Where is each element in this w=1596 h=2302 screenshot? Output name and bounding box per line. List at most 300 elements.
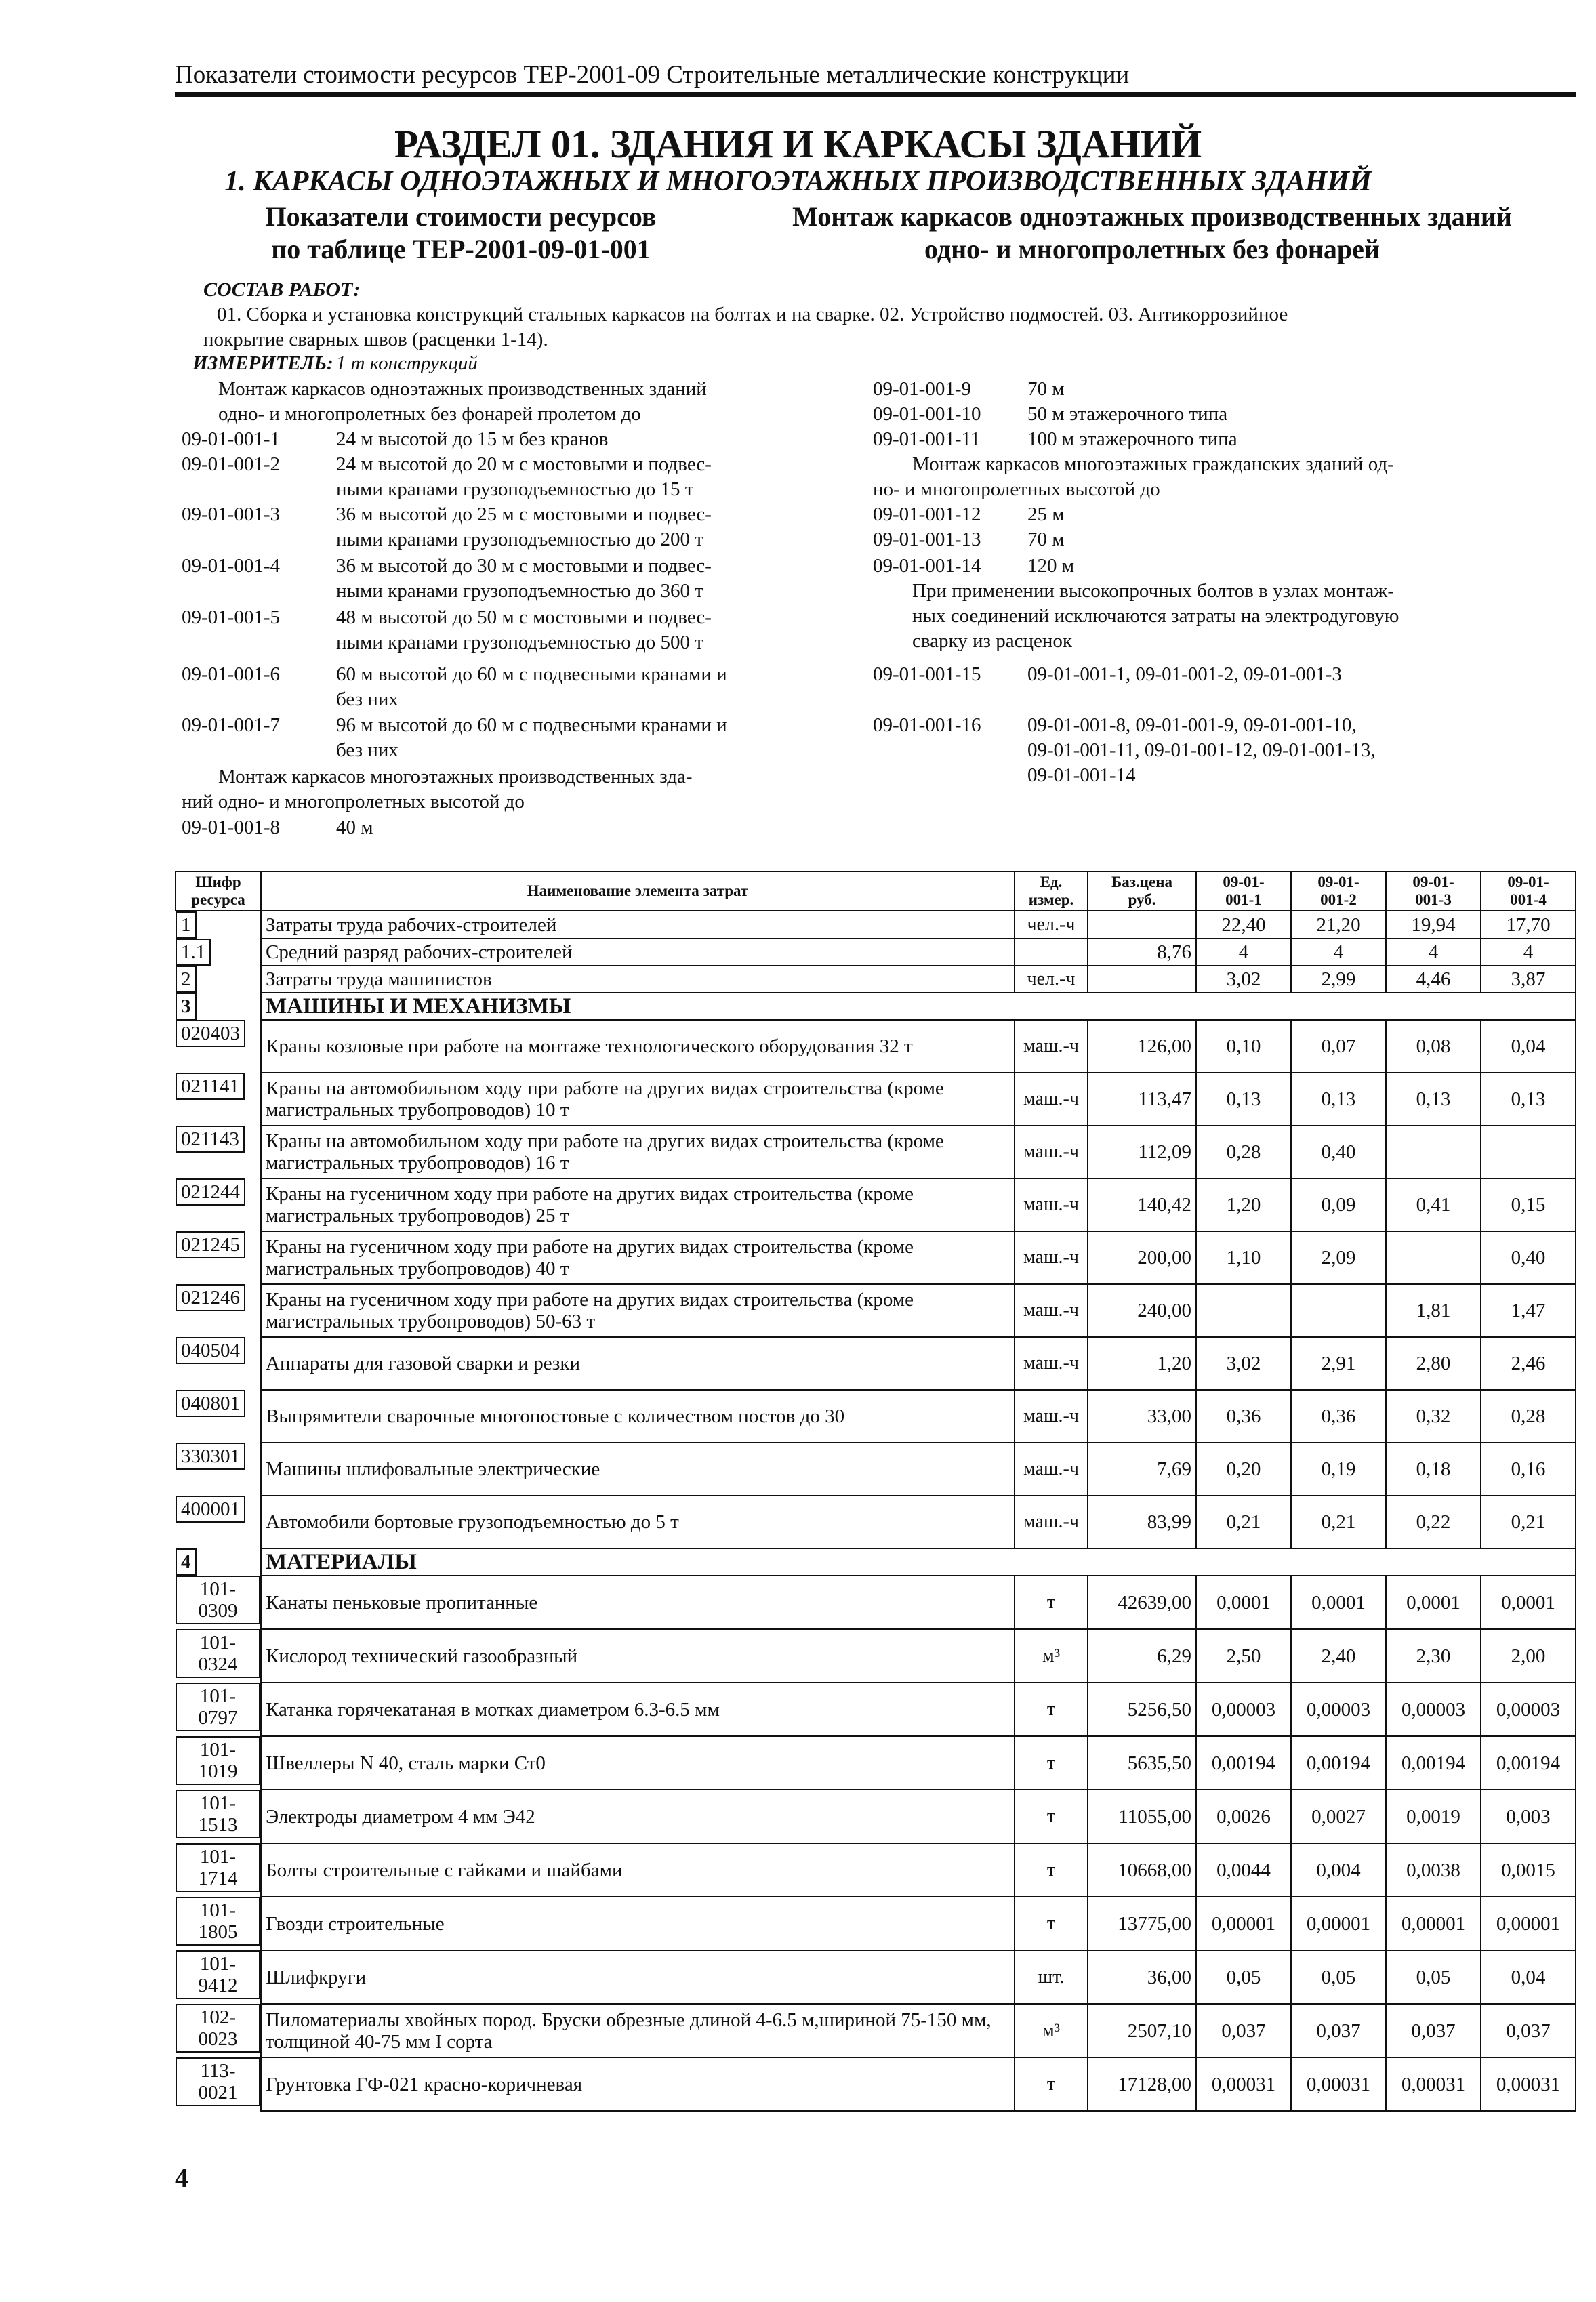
item-text: 48 м высотой до 50 м с мостовыми и подвес- <box>336 607 712 628</box>
cell-value: 0,41 <box>1386 1178 1481 1231</box>
cell-value: 0,07 <box>1291 1020 1386 1073</box>
table-row <box>176 1231 1576 1284</box>
cell-code: 021141 <box>176 1073 245 1100</box>
item-text: 09-01-001-1, 09-01-001-2, 09-01-001-3 <box>1027 663 1342 685</box>
meter-label: ИЗМЕРИТЕЛЬ: <box>192 352 333 374</box>
cell-value: 1,20 <box>1196 1178 1291 1231</box>
cell-value <box>1291 1284 1386 1337</box>
left-item-1 <box>182 427 608 452</box>
header-col-1: 09-01- 001-1 <box>1196 871 1291 911</box>
cell-value: 0,00194 <box>1481 1736 1576 1790</box>
cell-value: 1,10 <box>1196 1231 1291 1284</box>
cell-code: 101-1513 <box>176 1790 260 1838</box>
right-group-line-2: но- и многопролетных высотой до <box>873 478 1160 500</box>
cell-value: 0,40 <box>1481 1231 1576 1284</box>
table-row <box>176 1390 1576 1443</box>
cell-price <box>1088 911 1196 939</box>
cell-name: Краны на гусеничном ходу при работе на других видах строительства (кроме магистральных трубопроводов) 50-63 т <box>261 1284 1015 1337</box>
cell-price: 6,29 <box>1088 1629 1196 1683</box>
cell-price: 140,42 <box>1088 1178 1196 1231</box>
cell-price: 113,47 <box>1088 1073 1196 1126</box>
item-code: 09-01-001-8 <box>182 817 280 838</box>
right-item-11 <box>873 427 1237 452</box>
cell-unit: т <box>1015 1897 1088 1950</box>
item-code: 09-01-001-7 <box>182 714 280 736</box>
cell-unit: маш.-ч <box>1015 1284 1088 1337</box>
cell-unit: т <box>1015 2057 1088 2111</box>
cell-value <box>1196 1284 1291 1337</box>
table-body <box>176 911 1576 2111</box>
cell-value: 0,28 <box>1481 1390 1576 1443</box>
cell-value: 0,00003 <box>1291 1683 1386 1736</box>
cell-name: Затраты труда рабочих-строителей <box>261 911 1015 939</box>
indicators-title <box>203 201 718 266</box>
cell-value: 0,0026 <box>1196 1790 1291 1843</box>
left-group1-line-2: одно- и многопролетных без фонарей пролетом до <box>218 403 641 425</box>
cell-value: 0,04 <box>1481 1020 1576 1073</box>
cell-unit: маш.-ч <box>1015 1390 1088 1443</box>
cell-price: 33,00 <box>1088 1390 1196 1443</box>
header-unit: Ед. измер. <box>1015 871 1088 911</box>
cell-value: 0,32 <box>1386 1390 1481 1443</box>
right-note-line-1: При применении высокопрочных болтов в узлах монтаж- <box>912 580 1394 602</box>
cell-value: 0,28 <box>1196 1126 1291 1178</box>
cell-name: Выпрямители сварочные многопостовые с количеством постов до 30 <box>261 1390 1015 1443</box>
cell-code: 330301 <box>176 1443 245 1470</box>
cell-unit: шт. <box>1015 1950 1088 2004</box>
cell-name: Краны на автомобильном ходу при работе на других видах строительства (кроме магистральных трубопроводов) 10 т <box>261 1073 1015 1126</box>
cell-value: 1,47 <box>1481 1284 1576 1337</box>
table-row <box>176 1950 1576 2004</box>
cell-unit: м³ <box>1015 2004 1088 2057</box>
cell-value: 0,36 <box>1291 1390 1386 1443</box>
cell-section-name: МАТЕРИАЛЫ <box>261 1548 1576 1576</box>
table-section-row <box>176 993 1576 1020</box>
item-text: 100 м этажерочного типа <box>1027 428 1237 450</box>
item-code: 09-01-001-15 <box>873 663 981 685</box>
cell-price: 5256,50 <box>1088 1683 1196 1736</box>
cell-unit: маш.-ч <box>1015 1443 1088 1496</box>
cell-name: Средний разряд рабочих-строителей <box>261 939 1015 966</box>
cell-value: 0,00031 <box>1196 2057 1291 2111</box>
cell-value: 19,94 <box>1386 911 1481 939</box>
table-row <box>176 1629 1576 1683</box>
item-text: 50 м этажерочного типа <box>1027 403 1228 425</box>
item-code: 09-01-001-5 <box>182 607 280 628</box>
cell-value: 0,00031 <box>1481 2057 1576 2111</box>
cell-value <box>1481 1126 1576 1178</box>
cell-unit: м³ <box>1015 1629 1088 1683</box>
cell-name: Болты строительные с гайками и шайбами <box>261 1843 1015 1897</box>
right-item-15 <box>873 662 1342 687</box>
item-code: 09-01-001-12 <box>873 503 981 525</box>
table-row <box>176 911 1576 939</box>
cell-value: 3,02 <box>1196 966 1291 993</box>
cell-code: 1 <box>176 911 197 939</box>
item-code: 09-01-001-6 <box>182 663 280 685</box>
composition-text-1: 01. Сборка и установка конструкций стальных каркасов на болтах и на сварке. 02. Устройство подмостей. 03. Антикоррозийное <box>217 304 1288 325</box>
cell-unit: маш.-ч <box>1015 1337 1088 1390</box>
cell-unit: маш.-ч <box>1015 1496 1088 1548</box>
right-group-line-1: Монтаж каркасов многоэтажных гражданских зданий од- <box>912 453 1394 475</box>
cell-value: 2,91 <box>1291 1337 1386 1390</box>
cell-value: 0,40 <box>1291 1126 1386 1178</box>
cell-code: 101-1019 <box>176 1736 260 1785</box>
table-row <box>176 966 1576 993</box>
cell-value: 0,0001 <box>1196 1576 1291 1629</box>
item-code: 09-01-001-1 <box>182 428 280 450</box>
cell-value: 0,10 <box>1196 1020 1291 1073</box>
cell-name: Электроды диаметром 4 мм Э42 <box>261 1790 1015 1843</box>
right-item-16-cont-1: 09-01-001-11, 09-01-001-12, 09-01-001-13, <box>1027 739 1376 761</box>
cell-name: Автомобили бортовые грузоподъемностью до 5 т <box>261 1496 1015 1548</box>
composition-label: СОСТАВ РАБОТ: <box>203 279 361 301</box>
cell-value: 0,13 <box>1196 1073 1291 1126</box>
right-item-16-cont-2: 09-01-001-14 <box>1027 764 1136 786</box>
cell-code: 101-0309 <box>176 1576 260 1624</box>
cell-section-name: МАШИНЫ И МЕХАНИЗМЫ <box>261 993 1576 1020</box>
cell-price: 112,09 <box>1088 1126 1196 1178</box>
left-item-2-cont: ными кранами грузоподъемностью до 15 т <box>336 478 694 500</box>
item-code: 09-01-001-11 <box>873 428 981 450</box>
left-item-4 <box>182 554 712 579</box>
cell-value: 0,04 <box>1481 1950 1576 2004</box>
table-row <box>176 1284 1576 1337</box>
cell-code: 040801 <box>176 1390 245 1417</box>
cell-name: Гвозди строительные <box>261 1897 1015 1950</box>
cell-price: 11055,00 <box>1088 1790 1196 1843</box>
item-code: 09-01-001-10 <box>873 403 981 425</box>
table-row <box>176 1843 1576 1897</box>
section-title: РАЗДЕЛ 01. ЗДАНИЯ И КАРКАСЫ ЗДАНИЙ <box>394 122 1202 166</box>
cell-value: 0,00031 <box>1291 2057 1386 2111</box>
cell-value: 0,21 <box>1481 1496 1576 1548</box>
cell-value: 4 <box>1291 939 1386 966</box>
header-rule <box>175 92 1576 97</box>
cell-price: 200,00 <box>1088 1231 1196 1284</box>
right-item-13 <box>873 527 1065 552</box>
cell-value: 0,0001 <box>1481 1576 1576 1629</box>
item-text: 36 м высотой до 25 м с мостовыми и подвес- <box>336 503 712 525</box>
cell-unit: маш.-ч <box>1015 1073 1088 1126</box>
right-note-line-3: сварку из расценок <box>912 630 1072 652</box>
work-title <box>776 201 1528 266</box>
left-item-8 <box>182 815 373 840</box>
cell-value: 2,00 <box>1481 1629 1576 1683</box>
cell-value: 0,037 <box>1386 2004 1481 2057</box>
cell-value: 0,05 <box>1196 1950 1291 2004</box>
cell-name: Машины шлифовальные электрические <box>261 1443 1015 1496</box>
resources-table <box>175 871 1576 2112</box>
item-code: 09-01-001-2 <box>182 453 280 475</box>
cell-code: 021244 <box>176 1178 245 1206</box>
left-group2-line-2: ний одно- и многопролетных высотой до <box>182 791 525 813</box>
left-item-5-cont: ными кранами грузоподъемностью до 500 т <box>336 632 703 653</box>
cell-price: 7,69 <box>1088 1443 1196 1496</box>
left-item-7 <box>182 713 727 738</box>
header-col-2: 09-01- 001-2 <box>1291 871 1386 911</box>
cell-unit: т <box>1015 1736 1088 1790</box>
table-section-row <box>176 1548 1576 1576</box>
cell-value: 2,46 <box>1481 1337 1576 1390</box>
cell-name: Краны козловые при работе на монтаже технологического оборудования 32 т <box>261 1020 1015 1073</box>
cell-value: 0,13 <box>1481 1073 1576 1126</box>
cell-unit: маш.-ч <box>1015 1178 1088 1231</box>
cell-unit: чел.-ч <box>1015 911 1088 939</box>
cell-unit: маш.-ч <box>1015 1126 1088 1178</box>
cell-price: 36,00 <box>1088 1950 1196 2004</box>
cell-name: Катанка горячекатаная в мотках диаметром 6.3-6.5 мм <box>261 1683 1015 1736</box>
cell-value: 0,00001 <box>1386 1897 1481 1950</box>
item-code: 09-01-001-3 <box>182 503 280 525</box>
table-row <box>176 1736 1576 1790</box>
cell-value: 0,05 <box>1386 1950 1481 2004</box>
cell-code: 101-1714 <box>176 1843 260 1892</box>
cell-price: 17128,00 <box>1088 2057 1196 2111</box>
table-row <box>176 1790 1576 1843</box>
cell-code: 040504 <box>176 1337 245 1364</box>
cell-unit: т <box>1015 1576 1088 1629</box>
cell-value: 0,00003 <box>1196 1683 1291 1736</box>
item-text: 70 м <box>1027 378 1065 400</box>
cell-value: 4 <box>1481 939 1576 966</box>
cell-code: 102-0023 <box>176 2004 260 2053</box>
cell-value: 0,00194 <box>1196 1736 1291 1790</box>
cell-price: 10668,00 <box>1088 1843 1196 1897</box>
item-text: 60 м высотой до 60 м с подвесными кранами и <box>336 663 727 685</box>
cell-price: 83,99 <box>1088 1496 1196 1548</box>
item-code: 09-01-001-14 <box>873 555 981 577</box>
table-row <box>176 1337 1576 1390</box>
cell-unit: т <box>1015 1683 1088 1736</box>
cell-code: 101-0324 <box>176 1629 260 1678</box>
item-text: 24 м высотой до 15 м без кранов <box>336 428 609 450</box>
cell-code: 1.1 <box>176 939 211 966</box>
cell-name: Аппараты для газовой сварки и резки <box>261 1337 1015 1390</box>
page-number: 4 <box>175 2162 188 2193</box>
cell-value: 0,037 <box>1196 2004 1291 2057</box>
cell-value: 2,50 <box>1196 1629 1291 1683</box>
cell-name: Грунтовка ГФ-021 красно-коричневая <box>261 2057 1015 2111</box>
cell-value: 17,70 <box>1481 911 1576 939</box>
cell-value <box>1386 1126 1481 1178</box>
cell-unit: т <box>1015 1790 1088 1843</box>
item-text: 96 м высотой до 60 м с подвесными кранами и <box>336 714 727 736</box>
cell-value: 0,0001 <box>1291 1576 1386 1629</box>
cell-value: 0,00031 <box>1386 2057 1481 2111</box>
cell-value: 4,46 <box>1386 966 1481 993</box>
table-row <box>176 1576 1576 1629</box>
cell-value: 0,0001 <box>1386 1576 1481 1629</box>
cell-value: 0,0044 <box>1196 1843 1291 1897</box>
cell-value: 4 <box>1386 939 1481 966</box>
left-item-3-cont: ными кранами грузоподъемностью до 200 т <box>336 529 703 550</box>
cell-price: 240,00 <box>1088 1284 1196 1337</box>
cell-value: 0,004 <box>1291 1843 1386 1897</box>
cell-code: 3 <box>176 993 197 1020</box>
cell-value: 0,00003 <box>1481 1683 1576 1736</box>
table-row <box>176 1178 1576 1231</box>
cell-value: 2,80 <box>1386 1337 1481 1390</box>
cell-value: 4 <box>1196 939 1291 966</box>
cell-value: 0,00194 <box>1291 1736 1386 1790</box>
item-text: 40 м <box>336 817 373 838</box>
composition-text-2: покрытие сварных швов (расценки 1-14). <box>203 329 548 350</box>
table-row <box>176 2057 1576 2111</box>
cell-value: 0,00194 <box>1386 1736 1481 1790</box>
table-row <box>176 1683 1576 1736</box>
left-item-7-cont: без них <box>336 739 398 761</box>
cell-value: 0,0015 <box>1481 1843 1576 1897</box>
cell-value: 0,13 <box>1386 1073 1481 1126</box>
cell-value: 0,36 <box>1196 1390 1291 1443</box>
cell-name: Шлифкруги <box>261 1950 1015 2004</box>
cell-value: 0,0038 <box>1386 1843 1481 1897</box>
right-item-12 <box>873 502 1065 527</box>
cell-value: 0,18 <box>1386 1443 1481 1496</box>
cell-price: 2507,10 <box>1088 2004 1196 2057</box>
cell-value: 3,87 <box>1481 966 1576 993</box>
table-row <box>176 1020 1576 1073</box>
right-item-9 <box>873 377 1065 402</box>
right-item-16 <box>873 713 1357 738</box>
cell-name: Канаты пеньковые пропитанные <box>261 1576 1015 1629</box>
cell-value: 0,05 <box>1291 1950 1386 2004</box>
item-code: 09-01-001-4 <box>182 555 280 577</box>
right-item-14 <box>873 554 1074 579</box>
table-row <box>176 1496 1576 1548</box>
cell-name: Краны на автомобильном ходу при работе на других видах строительства (кроме магистральных трубопроводов) 16 т <box>261 1126 1015 1178</box>
cell-price: 1,20 <box>1088 1337 1196 1390</box>
cell-price: 5635,50 <box>1088 1736 1196 1790</box>
cell-value: 0,15 <box>1481 1178 1576 1231</box>
indicators-title-line-2: по таблице ТЕР-2001-09-01-001 <box>271 234 651 264</box>
cell-value: 0,19 <box>1291 1443 1386 1496</box>
right-note-line-2: ных соединений исключаются затраты на электродуговую <box>912 605 1399 627</box>
cell-value: 0,00001 <box>1196 1897 1291 1950</box>
cell-value <box>1386 1231 1481 1284</box>
left-item-2 <box>182 452 712 477</box>
cell-value: 1,81 <box>1386 1284 1481 1337</box>
cell-price: 42639,00 <box>1088 1576 1196 1629</box>
left-item-5 <box>182 605 712 630</box>
header-col-4: 09-01- 001-4 <box>1481 871 1576 911</box>
work-title-line-1: Монтаж каркасов одноэтажных производственных зданий <box>792 201 1512 232</box>
cell-value: 2,40 <box>1291 1629 1386 1683</box>
cell-unit: чел.-ч <box>1015 966 1088 993</box>
cell-value: 0,00001 <box>1291 1897 1386 1950</box>
cell-code: 021245 <box>176 1231 245 1258</box>
cell-name: Швеллеры N 40, сталь марки Ст0 <box>261 1736 1015 1790</box>
item-code: 09-01-001-16 <box>873 714 981 736</box>
item-text: 70 м <box>1027 529 1065 550</box>
header-price: Баз.цена руб. <box>1088 871 1196 911</box>
cell-code: 101-1805 <box>176 1897 260 1946</box>
item-code: 09-01-001-13 <box>873 529 981 550</box>
cell-value: 22,40 <box>1196 911 1291 939</box>
cell-value: 2,30 <box>1386 1629 1481 1683</box>
cell-value: 0,20 <box>1196 1443 1291 1496</box>
cell-value: 21,20 <box>1291 911 1386 939</box>
left-item-4-cont: ными кранами грузоподъемностью до 360 т <box>336 580 703 602</box>
header-col-3: 09-01- 001-3 <box>1386 871 1481 911</box>
table-row <box>176 1073 1576 1126</box>
item-text: 24 м высотой до 20 м с мостовыми и подвес- <box>336 453 712 475</box>
left-item-3 <box>182 502 712 527</box>
cell-name: Затраты труда машинистов <box>261 966 1015 993</box>
cell-value: 0,21 <box>1196 1496 1291 1548</box>
cell-name: Краны на гусеничном ходу при работе на других видах строительства (кроме магистральных трубопроводов) 40 т <box>261 1231 1015 1284</box>
cell-code: 113-0021 <box>176 2057 260 2106</box>
cell-value: 0,037 <box>1481 2004 1576 2057</box>
header-code: Шифр ресурса <box>176 871 261 911</box>
item-code: 09-01-001-9 <box>873 378 971 400</box>
running-header: Показатели стоимости ресурсов ТЕР-2001-09 Строительные металлические конструкции <box>175 61 1130 89</box>
table-row <box>176 1126 1576 1178</box>
left-item-6-cont: без них <box>336 688 398 710</box>
table-row <box>176 1443 1576 1496</box>
cell-name: Кислород технический газообразный <box>261 1629 1015 1683</box>
left-group1-line-1: Монтаж каркасов одноэтажных производственных зданий <box>218 378 707 400</box>
cell-unit: маш.-ч <box>1015 1020 1088 1073</box>
cell-code: 101-0797 <box>176 1683 260 1731</box>
item-text: 120 м <box>1027 555 1075 577</box>
cell-unit: маш.-ч <box>1015 1231 1088 1284</box>
cell-unit <box>1015 939 1088 966</box>
cell-price: 126,00 <box>1088 1020 1196 1073</box>
subsection-title: 1. КАРКАСЫ ОДНОЭТАЖНЫХ И МНОГОЭТАЖНЫХ ПРОИЗВОДСТВЕННЫХ ЗДАНИЙ <box>224 166 1372 197</box>
cell-code: 101-9412 <box>176 1950 260 1999</box>
item-text: 25 м <box>1027 503 1065 525</box>
cell-value: 0,0027 <box>1291 1790 1386 1843</box>
item-text: 09-01-001-8, 09-01-001-9, 09-01-001-10, <box>1027 714 1357 736</box>
cell-unit: т <box>1015 1843 1088 1897</box>
cell-price: 8,76 <box>1088 939 1196 966</box>
cell-value: 2,99 <box>1291 966 1386 993</box>
cell-price: 13775,00 <box>1088 1897 1196 1950</box>
item-text: 36 м высотой до 30 м с мостовыми и подвес- <box>336 555 712 577</box>
cell-value: 0,16 <box>1481 1443 1576 1496</box>
table-row <box>176 2004 1576 2057</box>
table-row <box>176 1897 1576 1950</box>
table-header-row <box>176 871 1576 911</box>
left-group2-line-1: Монтаж каркасов многоэтажных производственных зда- <box>218 766 693 787</box>
meter-value: 1 т конструкций <box>335 352 478 374</box>
cell-code: 400001 <box>176 1496 245 1523</box>
cell-value: 0,003 <box>1481 1790 1576 1843</box>
cell-code: 021143 <box>176 1126 245 1153</box>
cell-value: 0,00001 <box>1481 1897 1576 1950</box>
cell-value: 0,21 <box>1291 1496 1386 1548</box>
cell-value: 2,09 <box>1291 1231 1386 1284</box>
right-item-10 <box>873 402 1227 427</box>
indicators-title-line-1: Показатели стоимости ресурсов <box>265 201 657 232</box>
cell-value: 0,08 <box>1386 1020 1481 1073</box>
cell-value: 0,037 <box>1291 2004 1386 2057</box>
cell-value: 0,09 <box>1291 1178 1386 1231</box>
cell-name: Пиломатериалы хвойных пород. Бруски обрезные длиной 4-6.5 м,шириной 75-150 мм, толщиной 40-75 мм I сорта <box>261 2004 1015 2057</box>
cell-code: 021246 <box>176 1284 245 1311</box>
cell-value: 0,22 <box>1386 1496 1481 1548</box>
cell-code: 4 <box>176 1548 197 1576</box>
cell-code: 2 <box>176 966 197 993</box>
cell-code: 020403 <box>176 1020 245 1047</box>
cell-price <box>1088 966 1196 993</box>
cell-value: 0,13 <box>1291 1073 1386 1126</box>
header-name: Наименование элемента затрат <box>261 871 1015 911</box>
cell-name: Краны на гусеничном ходу при работе на других видах строительства (кроме магистральных трубопроводов) 25 т <box>261 1178 1015 1231</box>
cell-value: 3,02 <box>1196 1337 1291 1390</box>
